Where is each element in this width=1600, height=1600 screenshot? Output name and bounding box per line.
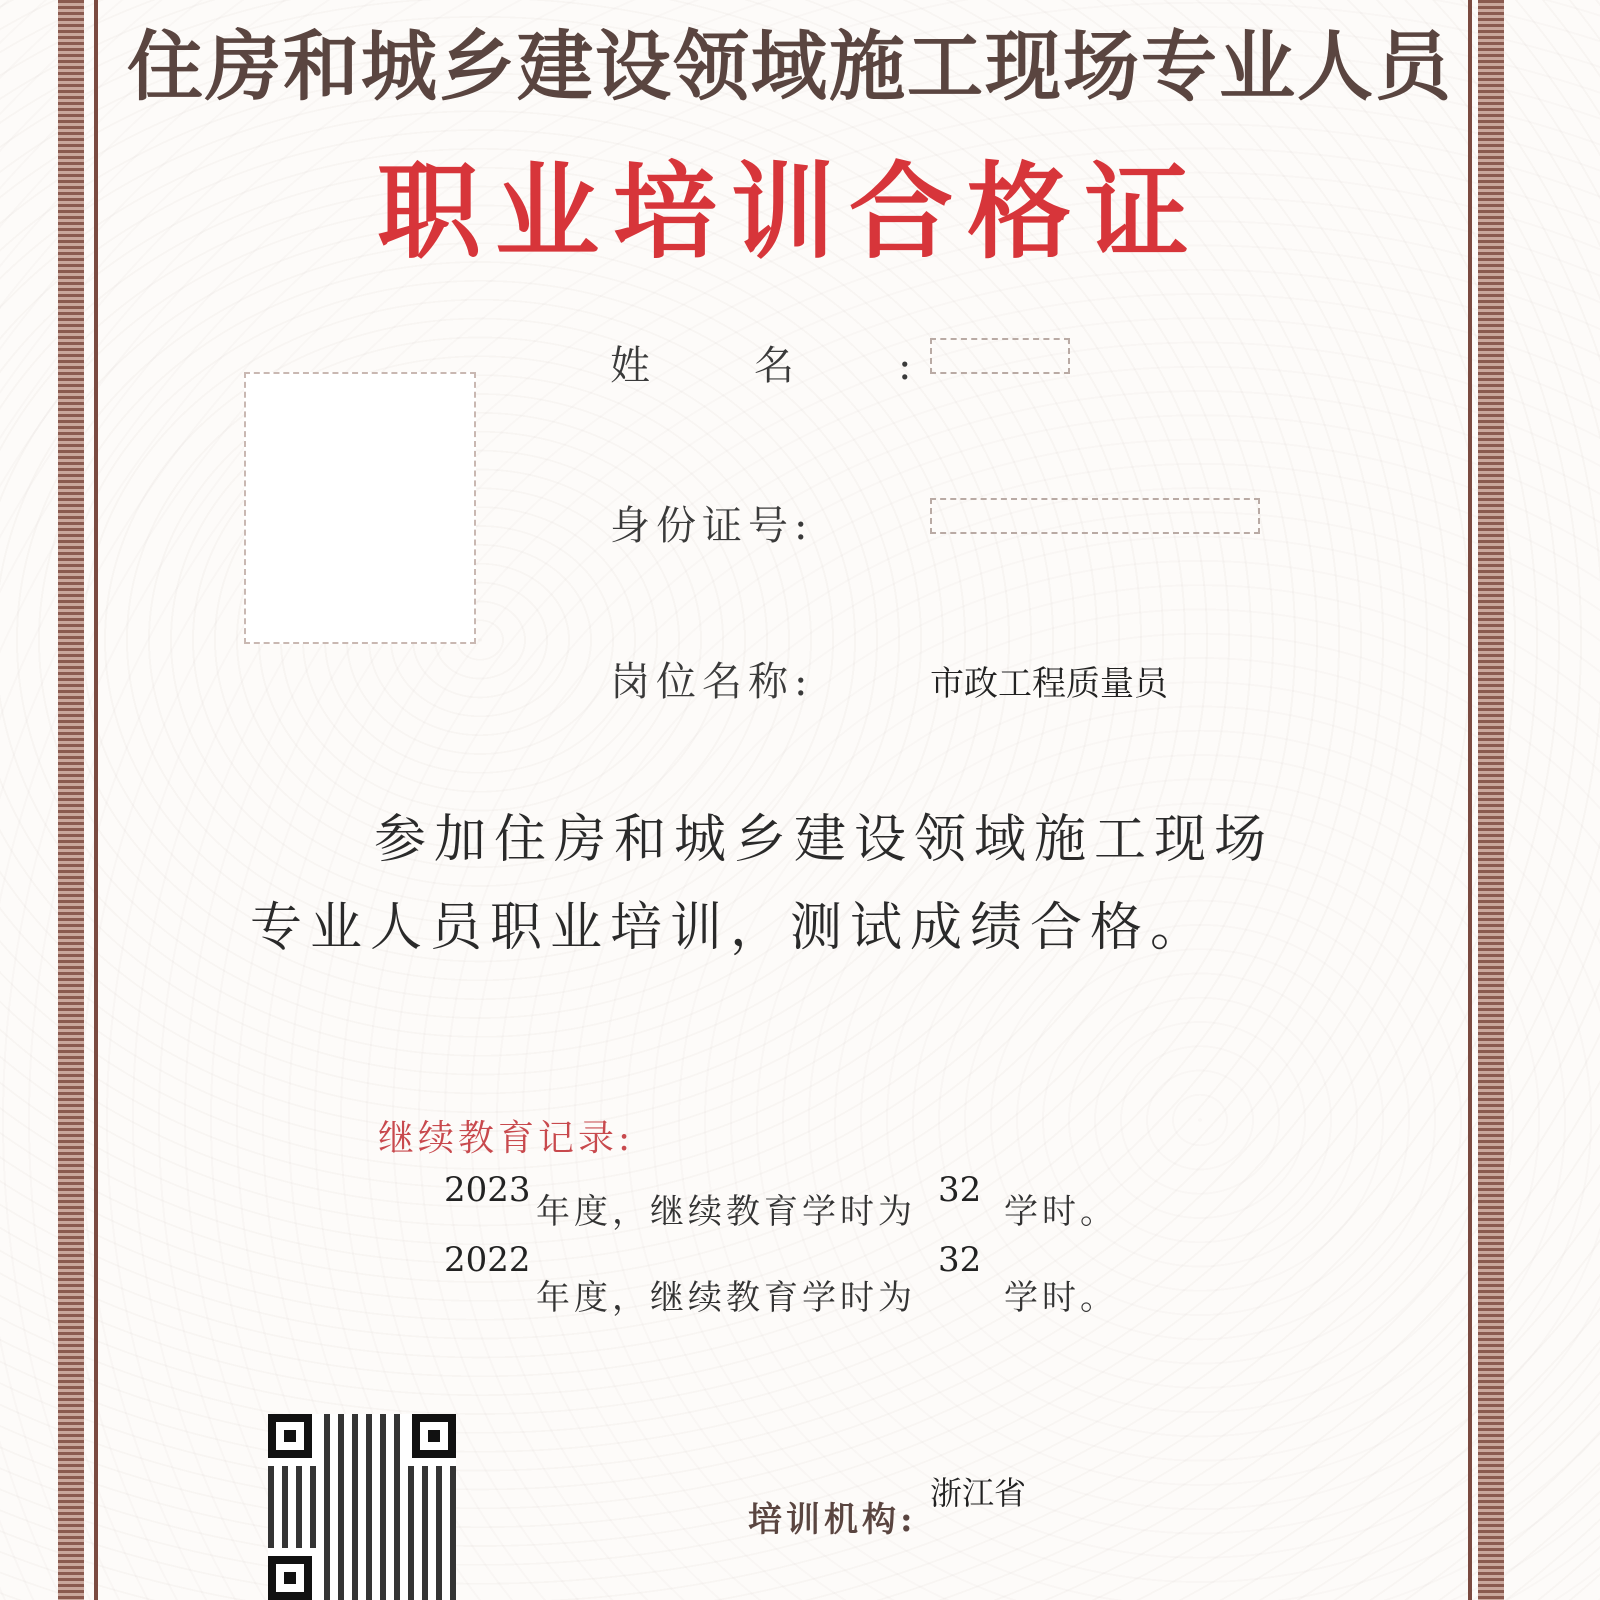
- qr-finder-pattern: [412, 1414, 456, 1458]
- continuing-education-record: [444, 1170, 1144, 1250]
- name-label: 姓名:: [610, 343, 1016, 389]
- left-decorative-border: [58, 0, 84, 1600]
- record-text: 年度，继续教育学时为: [536, 1278, 916, 1318]
- continuing-education-heading: 继续教育记录:: [378, 1118, 635, 1159]
- qr-code[interactable]: [268, 1414, 456, 1600]
- record-year: 2022: [444, 1240, 531, 1280]
- record-hours: 32: [938, 1170, 982, 1210]
- right-border-line: [1468, 0, 1472, 1600]
- record-hours: 32: [938, 1240, 982, 1280]
- record-unit: 学时。: [1004, 1192, 1118, 1232]
- qr-finder-pattern: [268, 1556, 312, 1600]
- record-text: 年度，继续教育学时为: [536, 1192, 916, 1232]
- id-number-label: 身份证号:: [610, 503, 814, 549]
- certification-statement: [250, 796, 1350, 972]
- training-org-label: 培训机构:: [748, 1500, 917, 1540]
- holder-photo-placeholder: [244, 372, 476, 644]
- continuing-education-record: [444, 1240, 1144, 1320]
- left-border-line: [94, 0, 98, 1600]
- record-year: 2023: [444, 1170, 531, 1210]
- training-org-value: 浙江省: [930, 1474, 1027, 1512]
- right-decorative-border: [1478, 0, 1504, 1600]
- certificate-main-title: 职业培训合格证: [376, 150, 1203, 273]
- position-label: 岗位名称:: [610, 659, 814, 705]
- id-number-value-placeholder: [930, 498, 1260, 534]
- name-value-placeholder: [930, 338, 1070, 374]
- statement-line-2: 专业人员职业培训，测试成绩合格。: [250, 898, 1211, 958]
- qr-finder-pattern: [268, 1414, 312, 1458]
- statement-line-1: 参加住房和城乡建设领域施工现场: [374, 810, 1275, 870]
- certificate-header-title: 住房和城乡建设领域施工现场专业人员: [127, 22, 1453, 111]
- record-unit: 学时。: [1004, 1278, 1118, 1318]
- position-value: 市政工程质量员: [930, 664, 1168, 704]
